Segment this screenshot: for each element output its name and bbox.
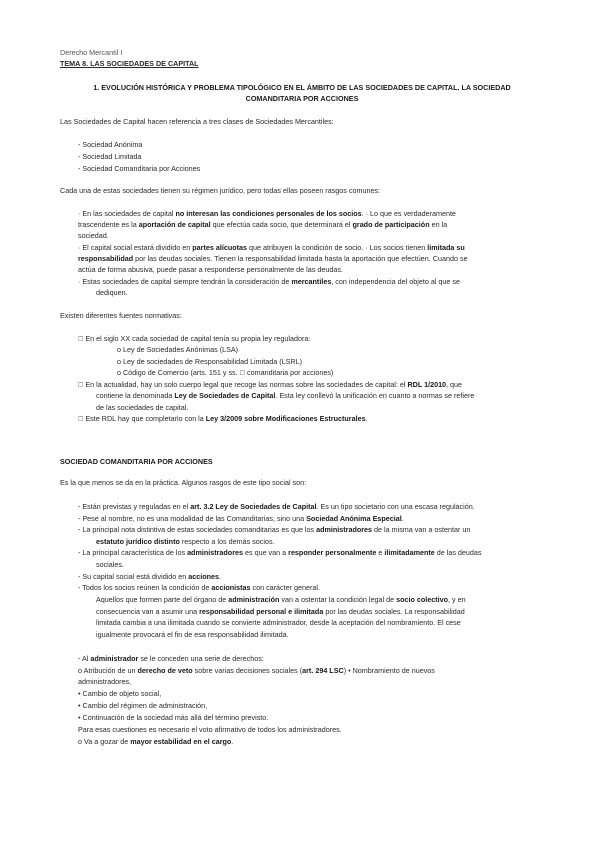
section1-title-line1: 1. EVOLUCIÓN HISTÓRICA Y PROBLEMA TIPOLÓGICO EN EL ÁMBITO DE LAS SOCIEDADES DE CAPITAL. LA SOCIEDAD (93, 83, 511, 92)
theme-title: TEMA 8. LAS SOCIEDADES DE CAPITAL (60, 59, 199, 68)
trait-line: trascendente es la aportación de capital que efectúa cada socio, que determinará el grado de participación en la (78, 220, 448, 229)
trait-line: - La principal nota distintiva de estas sociedades comanditarias es que los administradores de la misma van a ostentar un (78, 525, 471, 534)
source-subitem: o Código de Comercio (arts. 151 y ss. comanditaria por acciones) (117, 368, 326, 377)
source-item: Este RDL hay que completarlo con la Ley 3/2009 sobre Modificaciones Estructurales. (78, 414, 361, 423)
trait-line: - Todos los socios reúnen la condición de accionistas con carácter general. (78, 583, 321, 592)
source-item-cont: de las sociedades de capital. (96, 403, 189, 412)
section1-title-line2: COMANDITARIA POR ACCIONES (245, 94, 359, 103)
section2-intro: Es la que menos se da en la práctica. Algunos rasgos de este tipo social son: (60, 478, 307, 487)
trait-line: - Su capital social está dividido en acciones. (78, 572, 222, 581)
admin-right-item: administradores, (78, 677, 132, 686)
trait-line: responsabilidad por las deudas sociales. Tienen la responsabilidad limitada hasta la aportación que efectúen. Cuando se (78, 254, 468, 263)
trait-line: · Estas sociedades de capital siempre tendrán la consideración de mercantiles, con independencia del objeto al que se (78, 277, 460, 286)
trait-line: - La principal característica de los administradores es que van a responder personalmente e ilimitadamente de las deudas (78, 548, 482, 557)
trait-line: dediquen. (96, 288, 128, 297)
source-item-cont: contiene la denominada Ley de Sociedades de Capital. Esta ley conllevó la unificación en cuanto a normas se refiere (96, 391, 475, 400)
paragraph-line: Aquellos que formen parte del órgano de administración van a ostentar la condición legal de socio colectivo, y en (96, 595, 466, 604)
source-item: En la actualidad, hay un solo cuerpo legal que recoge las normas sobre las sociedades de capital: el RDL 1/2010, que (78, 380, 455, 389)
trait-line: - Están previstas y reguladas en el art. 3.2 Ley de Sociedades de Capital. Es un tipo societario con una escasa regulación. (78, 502, 475, 511)
source-subitem: o Ley de Sociedades Anónimas (LSA) (117, 345, 239, 354)
paragraph-line: limitada cambia a una ilimitada cuando se convierte administrador, desde la aceptación del nombramiento. El cese (96, 618, 461, 627)
trait-line: sociales. (96, 560, 124, 569)
source-item: En el siglo XX cada sociedad de capital tenía su propia ley reguladora: (78, 334, 303, 343)
trait-line: · El capital social estará dividido en partes alícuotas que atribuyen la condición de socio. · Los socios tienen limitada su (78, 243, 465, 252)
type-item: - Sociedad Comanditaria por Acciones (78, 164, 201, 173)
paragraph-line: igualmente provocará el fin de esa responsabilidad ilimitada. (96, 630, 289, 639)
common-traits-intro: Cada una de estas sociedades tienen su régimen jurídico, pero todas ellas poseen rasgos comunes: (60, 186, 381, 195)
admin-right-item: • Continuación de la sociedad más allá del término previsto. (78, 713, 269, 722)
admin-right-item: o Va a gozar de mayor estabilidad en el cargo. (78, 737, 234, 746)
admin-right-item: • Cambio del régimen de administración, (78, 701, 208, 710)
admin-right-item: • Cambio de objeto social, (78, 689, 162, 698)
sources-intro: Existen diferentes fuentes normativas: (60, 311, 182, 320)
trait-line: estatuto jurídico distinto respecto a los demás socios. (96, 537, 275, 546)
admin-right-item: Para esas cuestiones es necesario el voto afirmativo de todos los administradores. (78, 725, 342, 734)
admin-right-item: o Atribución de un derecho de veto sobre varias decisiones sociales (art. 294 LSC) • Nombramiento de nuevos (78, 666, 435, 675)
trait-line: sociedad. (78, 231, 109, 240)
type-item: - Sociedad Anónima (78, 140, 143, 149)
section2-title: SOCIEDAD COMANDITARIA POR ACCIONES (60, 457, 213, 466)
source-subitem: o Ley de sociedades de Responsabilidad Limitada (LSRL) (117, 357, 302, 366)
type-item: - Sociedad Limitada (78, 152, 142, 161)
paragraph-line: consecuencia van a asumir una responsabilidad personal e ilimitada por las deudas sociales. La responsabilidad (96, 607, 465, 616)
document-header: Derecho Mercantil I (60, 48, 123, 57)
trait-line: actúa de forma abusiva, puede pasar a responderse personalmente de las deudas. (78, 265, 343, 274)
trait-line: - Pese al nombre, no es una modalidad de las Comanditarias, sino una Sociedad Anónima Especial. (78, 514, 404, 523)
trait-line: · En las sociedades de capital no interesan las condiciones personales de los socios. · Lo que es verdaderamente (78, 209, 456, 218)
section1-intro: Las Sociedades de Capital hacen referencia a tres clases de Sociedades Mercantiles: (60, 117, 334, 126)
admin-rights-intro: - Al administrador se le conceden una serie de derechos: (78, 654, 264, 663)
